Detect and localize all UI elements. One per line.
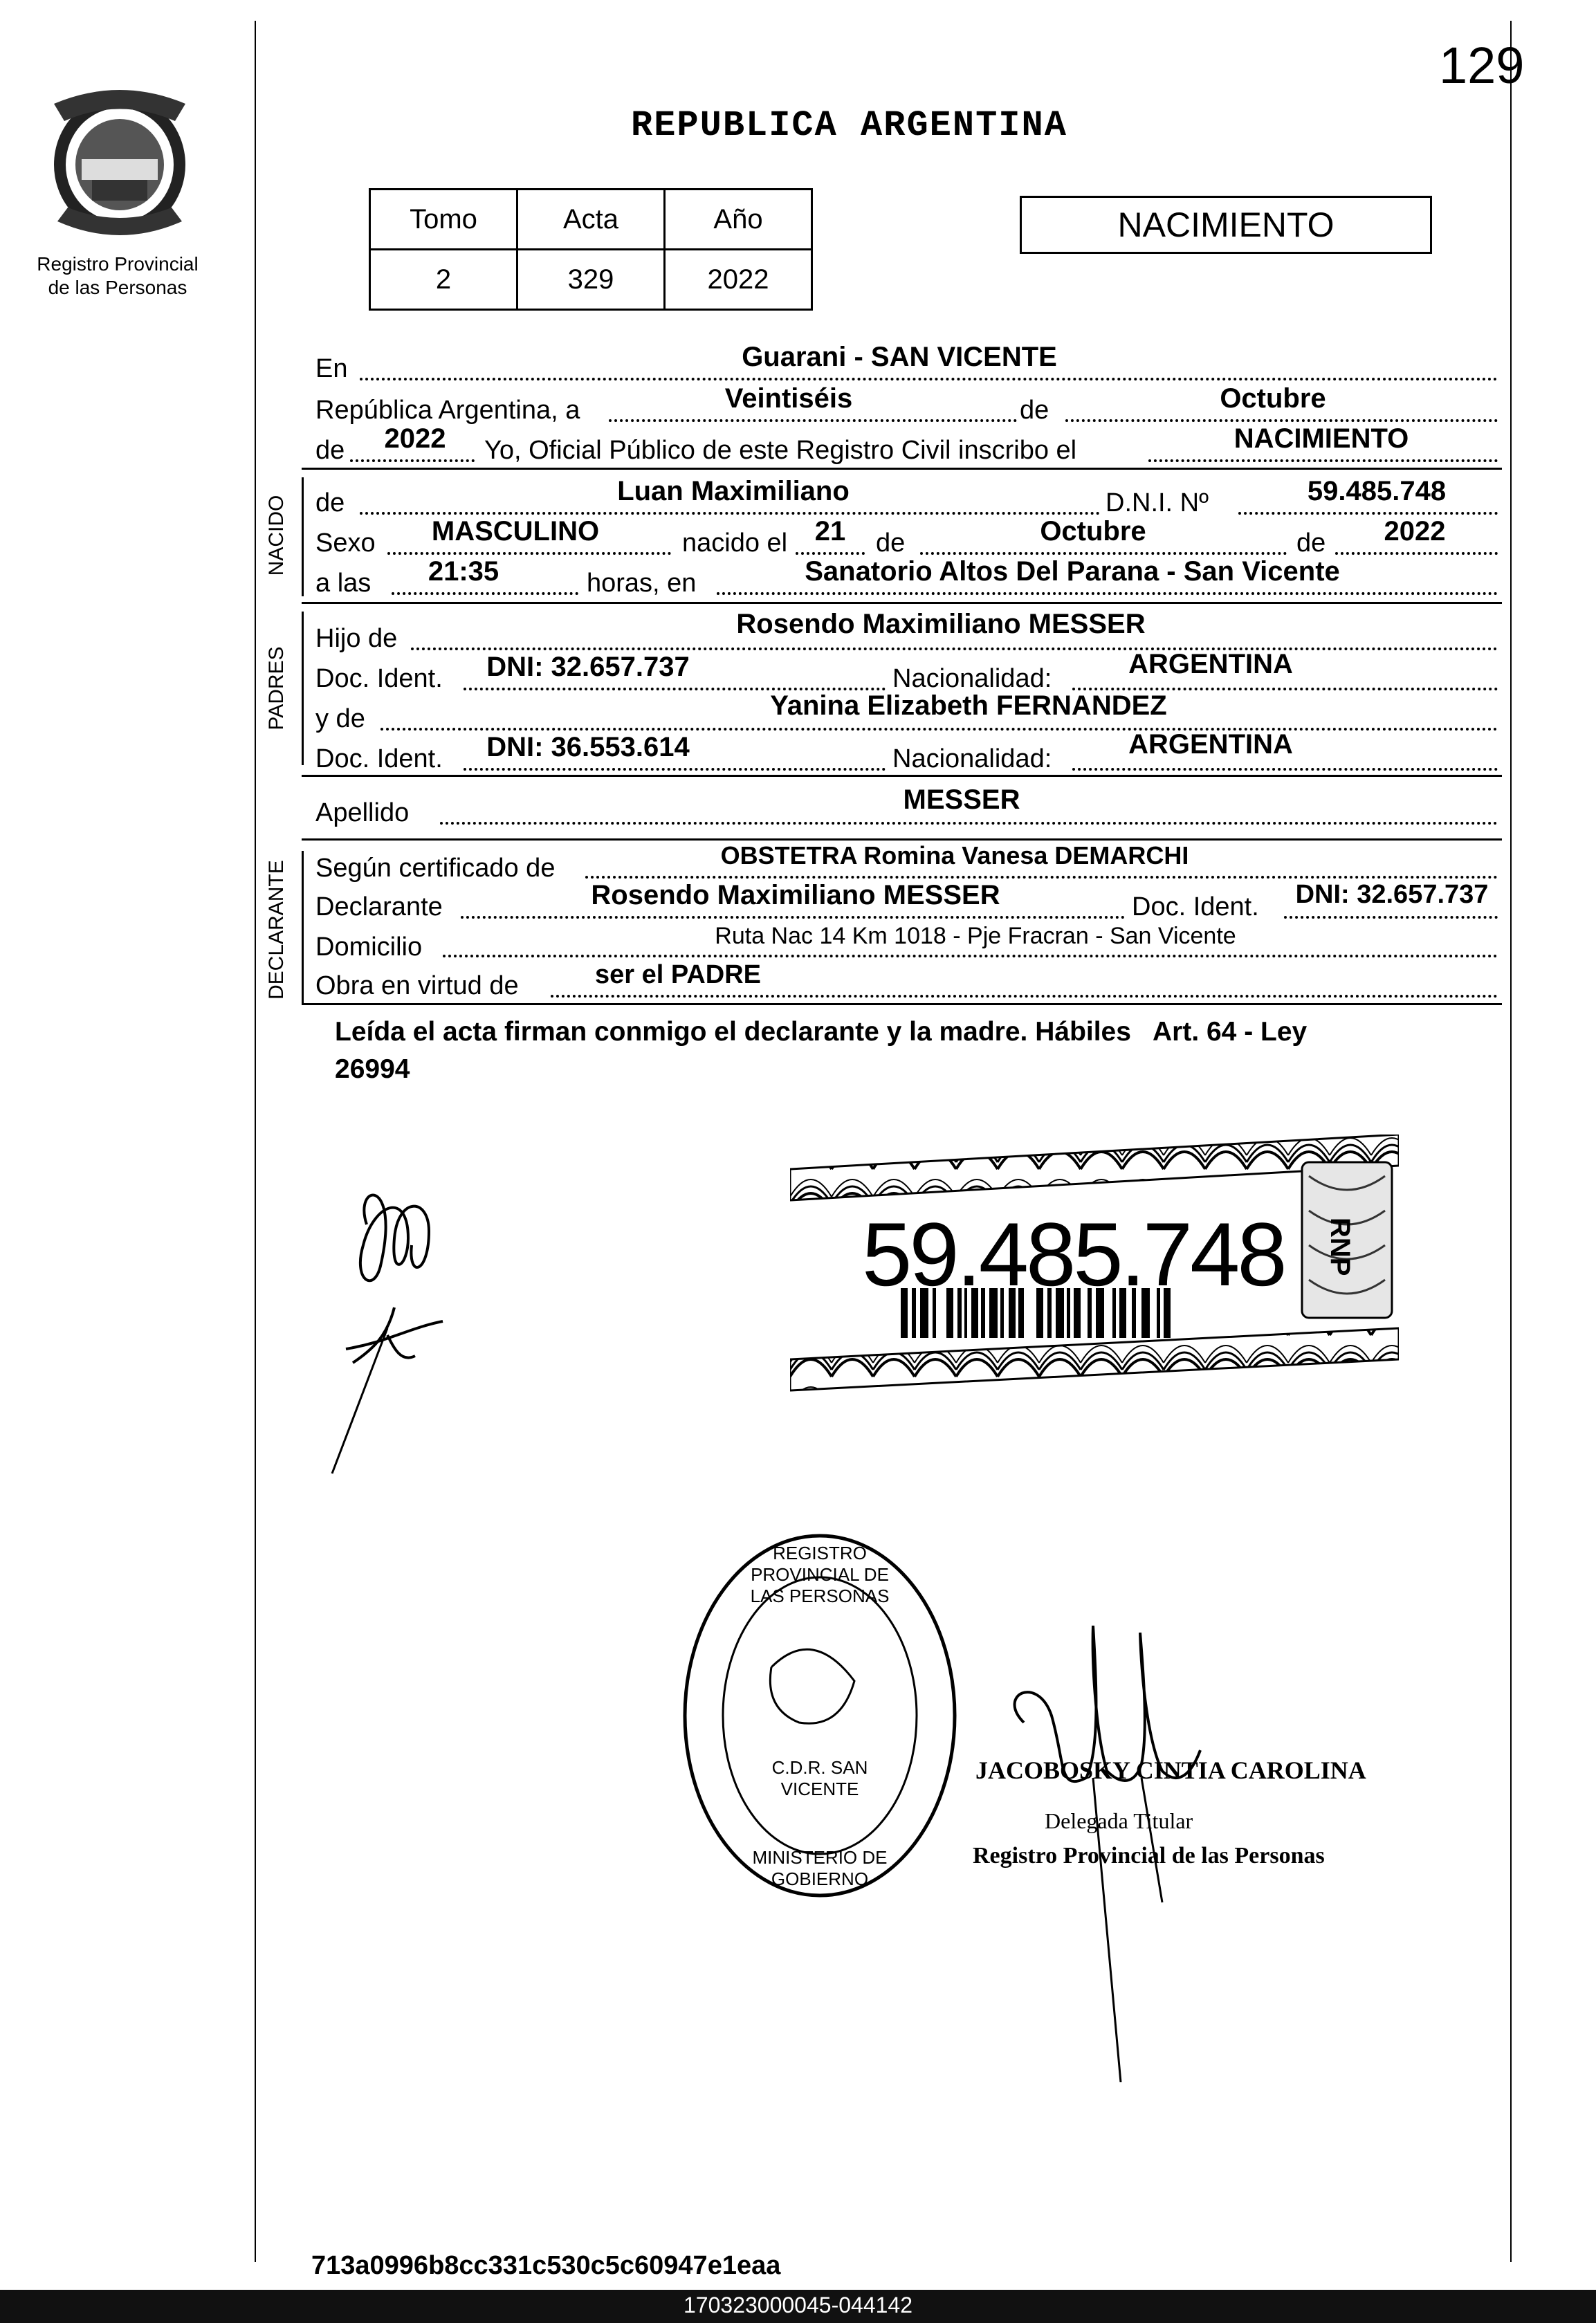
name-dots xyxy=(360,512,1100,515)
officer-text: Yo, Oficial Público de este Registro Civil inscribo el xyxy=(484,436,1077,465)
acta-value: 329 xyxy=(517,250,665,310)
cert-dots xyxy=(585,876,1498,879)
mother-name: Yanina Elizabeth FERNANDEZ xyxy=(770,690,1167,721)
tomo-value: 2 xyxy=(370,250,517,310)
province-logo xyxy=(40,83,199,249)
mother-nat-dots xyxy=(1072,768,1498,771)
birth-day: 21 xyxy=(814,516,846,547)
logo-caption-line2: de las Personas xyxy=(48,277,187,298)
en-label: En xyxy=(315,354,348,383)
dni-dots xyxy=(1238,512,1498,515)
section-divider-5 xyxy=(302,1003,1502,1005)
obra-label: Obra en virtud de xyxy=(315,971,519,1000)
hologram-mark: RNP xyxy=(1325,1218,1355,1276)
father-doc: DNI: 32.657.737 xyxy=(486,652,690,682)
nacido-bracket xyxy=(302,477,304,596)
nacido-side-label: NACIDO xyxy=(265,495,288,576)
declarant-name: Rosendo Maximiliano MESSER xyxy=(591,880,1000,910)
cert-label: Según certificado de xyxy=(315,854,556,883)
logo-caption-line1: Registro Provincial xyxy=(37,253,199,275)
father-nationality: ARGENTINA xyxy=(1128,649,1293,679)
declarante-bracket xyxy=(302,851,304,1004)
dni-sticker xyxy=(790,1135,1399,1415)
closing-line-2: 26994 xyxy=(335,1054,410,1084)
father-nat-label: Nacionalidad: xyxy=(892,664,1052,693)
mother-dots xyxy=(380,728,1498,731)
anio-value: 2022 xyxy=(665,250,812,310)
padres-bracket xyxy=(302,612,304,765)
round-registry-seal xyxy=(675,1522,965,1909)
tomo-acta-anio-table xyxy=(369,188,813,311)
obra-dots xyxy=(551,995,1498,998)
dni-label: D.N.I. Nº xyxy=(1106,488,1209,517)
obra-value: ser el PADRE xyxy=(594,960,762,989)
nacido-el-label: nacido el xyxy=(682,529,788,558)
year-dots xyxy=(350,459,475,462)
section-divider-4 xyxy=(302,838,1502,841)
declarant-doc-label: Doc. Ident. xyxy=(1132,892,1259,921)
country-title: REPUBLICA ARGENTINA xyxy=(631,105,1067,146)
declarante-label: Declarante xyxy=(315,892,443,921)
day-dots xyxy=(609,419,1017,422)
father-doc-label: Doc. Ident. xyxy=(315,664,443,693)
nacido-de-label: de xyxy=(315,488,345,517)
record-type-label: NACIMIENTO xyxy=(1117,205,1334,244)
mother-nationality: ARGENTINA xyxy=(1128,729,1293,760)
apellido-label: Apellido xyxy=(315,798,410,827)
sticker-dni-number: 59.485.748 xyxy=(862,1204,1285,1305)
official-office: Registro Provincial de las Personas xyxy=(973,1843,1325,1868)
seal-bottom-text: MINISTERIO DE GOBIERNO xyxy=(752,1847,888,1889)
sexo-dots xyxy=(387,552,671,555)
acta-header: Acta xyxy=(517,190,665,250)
domicilio-value: Ruta Nac 14 Km 1018 - Pje Fracran - San Vicente xyxy=(715,923,1236,949)
seal-inner-text: C.D.R. SAN VICENTE xyxy=(771,1757,868,1799)
sexo-label: Sexo xyxy=(315,529,376,558)
section-divider-1 xyxy=(302,468,1502,470)
birth-place: Sanatorio Altos Del Parana - San Vicente xyxy=(805,556,1340,587)
surname: MESSER xyxy=(903,784,1020,815)
intro-month: Octubre xyxy=(1220,383,1326,414)
child-sexo: MASCULINO xyxy=(431,516,600,547)
birth-de3-label: de xyxy=(1296,529,1326,558)
declarant-doc-dots xyxy=(1284,916,1498,919)
official-name: JACOBOSKY CINTIA CAROLINA xyxy=(975,1756,1366,1784)
intro-de-label: de xyxy=(1020,396,1049,425)
declarant-doc: DNI: 32.657.737 xyxy=(1295,880,1489,909)
time-dots xyxy=(392,592,578,595)
right-margin-line xyxy=(1510,21,1512,2262)
handwritten-signature-icon xyxy=(325,1155,464,1480)
birth-month-dots xyxy=(920,552,1287,555)
father-name: Rosendo Maximiliano MESSER xyxy=(736,609,1146,639)
certificate-by: OBSTETRA Romina Vanesa DEMARCHI xyxy=(720,841,1189,870)
father-dots xyxy=(411,648,1498,650)
en-dots xyxy=(360,378,1498,380)
mother-doc-dots xyxy=(464,768,886,771)
footer-code: 170323000045-044142 xyxy=(684,2293,912,2317)
act-type-dots xyxy=(1148,459,1498,462)
left-margin-line xyxy=(255,21,256,2262)
declarant-signature xyxy=(325,1155,464,1480)
page-number: 129 xyxy=(1439,37,1525,94)
intro-de2-label: de xyxy=(315,436,345,465)
tomo-header: Tomo xyxy=(370,190,517,250)
section-divider-3 xyxy=(302,775,1502,777)
birth-de-label: de xyxy=(876,529,906,558)
intro-year: 2022 xyxy=(384,423,446,454)
section-divider-2 xyxy=(302,602,1502,604)
document-hash: 713a0996b8cc331c530c5c60947e1eaa xyxy=(311,2251,781,2280)
intro-day: Veintiséis xyxy=(724,383,853,414)
record-type-box xyxy=(1020,196,1432,254)
hijo-de-label: Hijo de xyxy=(315,624,398,653)
closing-line-1: Leída el acta firman conmigo el declarante y la madre. Hábiles Art. 64 - Ley xyxy=(335,1017,1308,1047)
y-de-label: y de xyxy=(315,704,365,733)
child-dni: 59.485.748 xyxy=(1307,476,1447,506)
official-title: Delegada Titular xyxy=(1045,1808,1193,1833)
anio-header: Año xyxy=(665,190,812,250)
declarante-side-label: DECLARANTE xyxy=(265,860,288,1000)
mother-doc: DNI: 36.553.614 xyxy=(486,732,690,762)
seal-outer-text: REGISTRO PROVINCIAL DE LAS PERSONAS xyxy=(750,1543,890,1606)
horas-label: horas, en xyxy=(587,569,697,598)
declarante-dots xyxy=(461,916,1125,919)
padres-side-label: PADRES xyxy=(265,646,288,731)
birth-month: Octubre xyxy=(1040,516,1146,547)
birth-year: 2022 xyxy=(1384,516,1446,547)
mother-doc-label: Doc. Ident. xyxy=(315,744,443,773)
apellido-dots xyxy=(440,822,1498,825)
domicilio-label: Domicilio xyxy=(315,933,423,962)
misiones-seal-icon xyxy=(40,83,199,249)
birth-time: 21:35 xyxy=(428,556,499,587)
a-las-label: a las xyxy=(315,569,372,598)
birth-year-dots xyxy=(1335,552,1498,555)
intro-act-type: NACIMIENTO xyxy=(1233,423,1409,454)
mother-nat-label: Nacionalidad: xyxy=(892,744,1052,773)
republica-label: República Argentina, a xyxy=(315,396,580,425)
child-name: Luan Maximiliano xyxy=(617,476,850,506)
intro-place: Guarani - SAN VICENTE xyxy=(742,342,1057,372)
domicilio-dots xyxy=(443,955,1498,957)
month-dots xyxy=(1065,419,1498,422)
birth-day-dots xyxy=(796,552,865,555)
birth-place-dots xyxy=(717,592,1498,595)
